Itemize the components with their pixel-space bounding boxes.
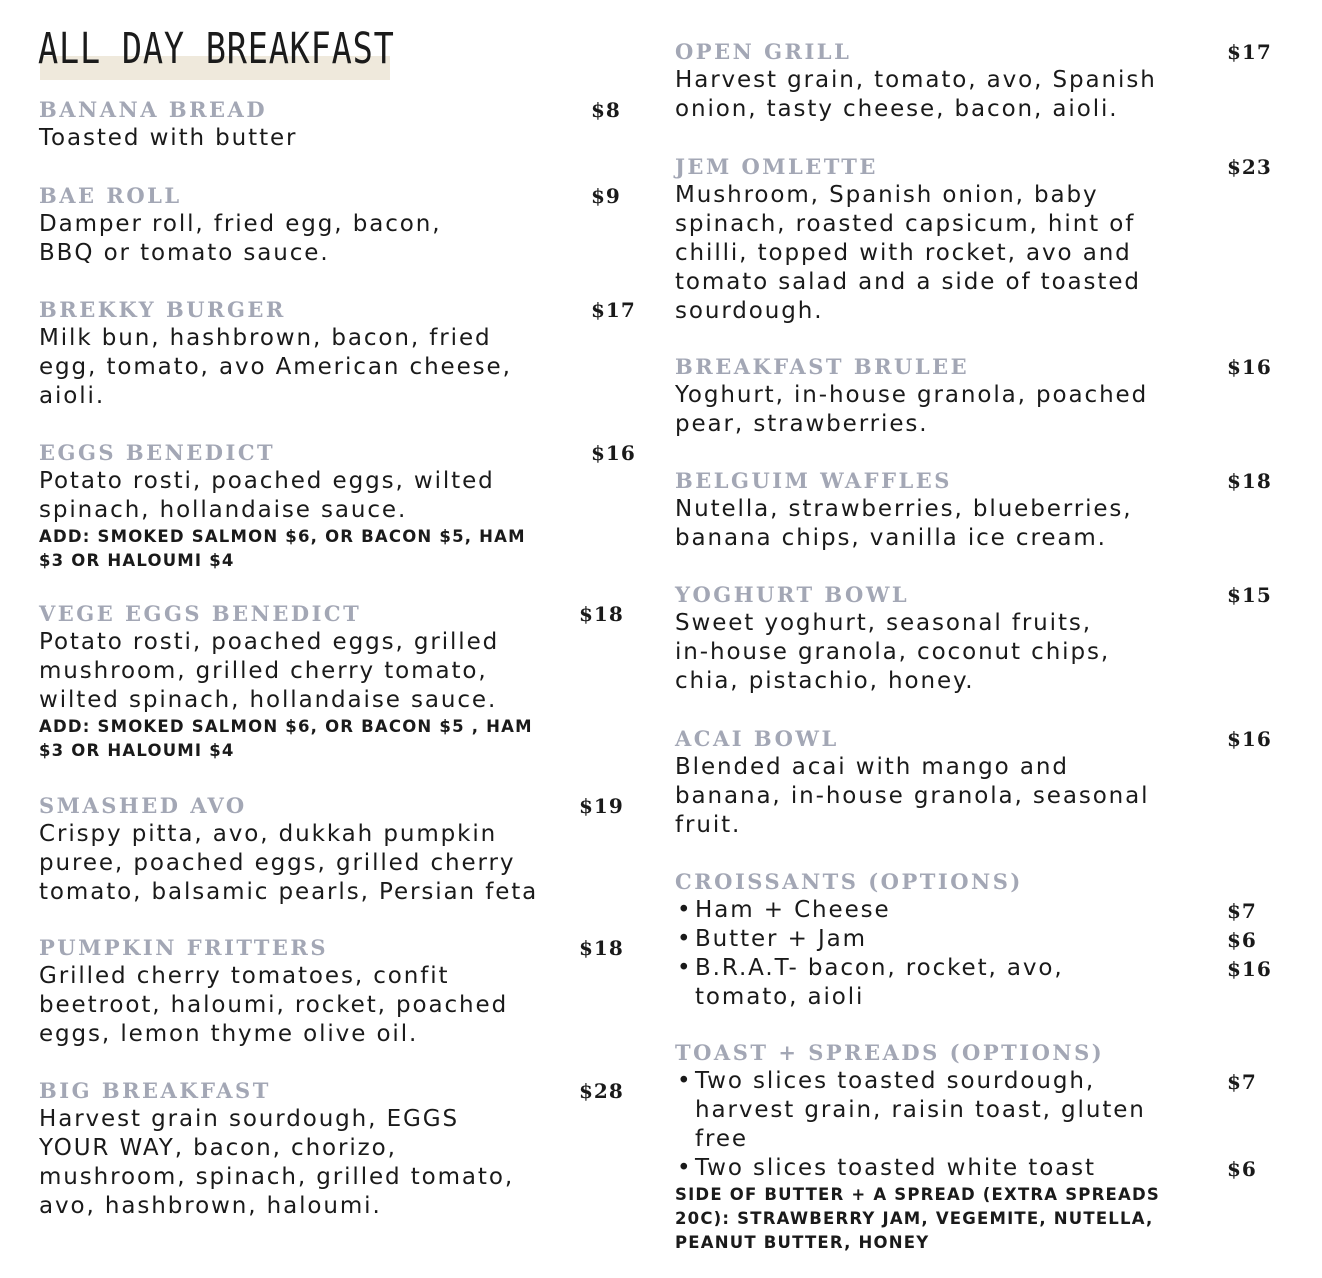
option-text: Butter + Jam: [695, 926, 867, 952]
option-price: $16: [1227, 957, 1272, 981]
option-price: $6: [1227, 1157, 1257, 1181]
option-text: Ham + Cheese: [695, 897, 891, 923]
item-name: VEGE EGGS BENEDICT: [39, 601, 362, 626]
item-description: Harvest grain sourdough, EGGS YOUR WAY, bacon, chorizo, mushroom, spinach, grilled tomato, avo, hashbrown, haloumi.: [39, 1106, 515, 1219]
item-name: SMASHED AVO: [39, 793, 247, 818]
item-price: $16: [591, 441, 636, 465]
item-addons: ADD: SMOKED SALMON $6, OR BACON $5, HAM $3 OR HALOUMI $4: [39, 527, 526, 570]
option-text: Two slices toasted white toast: [695, 1155, 1096, 1181]
item-price: $18: [579, 936, 624, 960]
item-name: BANANA BREAD: [39, 97, 268, 122]
section-name: CROISSANTS (OPTIONS): [675, 869, 1023, 894]
item-description: Harvest grain, tomato, avo, Spanish onion, tasty cheese, bacon, aioli.: [675, 67, 1157, 122]
item-name: BELGUIM WAFFLES: [675, 468, 952, 493]
item-description: Mushroom, Spanish onion, baby spinach, roasted capsicum, hint of chilli, topped with rocket, avo and tomato salad and a side of toasted sourdough.: [675, 182, 1141, 324]
menu-item-jem-omlette: [675, 152, 1275, 326]
bullet: •: [677, 1155, 691, 1181]
item-price: $19: [579, 794, 624, 818]
menu-item-open-grill: [675, 37, 1275, 124]
item-name: EGGS BENEDICT: [39, 440, 276, 465]
option-text: Two slices toasted sourdough, harvest grain, raisin toast, gluten free: [695, 1068, 1146, 1152]
item-description: Yoghurt, in-house granola, poached pear, strawberries.: [675, 382, 1149, 437]
bullet: •: [677, 926, 691, 952]
item-price: $18: [579, 602, 624, 626]
item-name: JEM OMLETTE: [675, 154, 878, 179]
spreads-note: SIDE OF BUTTER + A SPREAD (EXTRA SPREADS 20C): STRAWBERRY JAM, VEGEMITE, NUTELLA, PEANUT BUTTER, HONEY: [675, 1185, 1160, 1252]
item-price: $23: [1227, 155, 1272, 179]
menu-item-banana-bread: [39, 95, 639, 153]
menu-item-pumpkin-fritters: [39, 933, 639, 1049]
menu-section-toast-spreads: [675, 1038, 1275, 1255]
item-addons: ADD: SMOKED SALMON $6, OR BACON $5 , HAM $3 OR HALOUMI $4: [39, 717, 533, 760]
item-description: Damper roll, fried egg, bacon, BBQ or tomato sauce.: [39, 211, 442, 266]
option-butter-jam: [675, 925, 1275, 954]
item-price: $18: [1227, 469, 1272, 493]
section-name: TOAST + SPREADS (OPTIONS): [675, 1040, 1105, 1065]
menu-item-breakfast-brulee: [675, 352, 1275, 439]
menu-item-bae-roll: [39, 181, 639, 268]
item-price: $16: [1227, 727, 1272, 751]
option-two-slices-sourdough: [675, 1067, 1275, 1154]
item-description: Crispy pitta, avo, dukkah pumpkin puree, poached eggs, grilled cherry tomato, balsamic pearls, Persian feta: [39, 821, 539, 905]
option-text: B.R.A.T- bacon, rocket, avo, tomato, aioli: [695, 955, 1064, 1010]
menu-item-acai-bowl: [675, 724, 1275, 840]
item-name: YOGHURT BOWL: [675, 582, 910, 607]
menu-item-eggs-benedict: [39, 438, 639, 573]
menu-item-big-breakfast: [39, 1076, 639, 1221]
item-name: ACAI BOWL: [675, 726, 839, 751]
bullet: •: [677, 955, 691, 981]
bullet: •: [677, 1068, 691, 1094]
page-title: ALL DAY BREAKFAST: [38, 24, 395, 74]
option-ham-cheese: [675, 896, 1275, 925]
item-name: PUMPKIN FRITTERS: [39, 935, 329, 960]
item-price: $17: [1227, 40, 1272, 64]
item-description: Grilled cherry tomatoes, confit beetroot, haloumi, rocket, poached eggs, lemon thyme olive oil.: [39, 963, 509, 1047]
item-name: BAE ROLL: [39, 183, 182, 208]
item-name: BIG BREAKFAST: [39, 1078, 271, 1103]
item-description: Potato rosti, poached eggs, wilted spinach, hollandaise sauce.: [39, 468, 495, 523]
item-description: Sweet yoghurt, seasonal fruits, in-house granola, coconut chips, chia, pistachio, honey.: [675, 610, 1111, 694]
item-name: OPEN GRILL: [675, 39, 852, 64]
menu-item-belguim-waffles: [675, 466, 1275, 553]
item-description: Milk bun, hashbrown, bacon, fried egg, tomato, avo American cheese, aioli.: [39, 325, 512, 409]
option-brat: [675, 954, 1275, 1012]
bullet: •: [677, 897, 691, 923]
option-price: $6: [1227, 928, 1257, 952]
item-price: $28: [579, 1079, 624, 1103]
option-price: $7: [1227, 899, 1257, 923]
item-price: $17: [591, 298, 636, 322]
menu-item-vege-eggs-benedict: [39, 599, 639, 763]
item-name: BREKKY BURGER: [39, 297, 286, 322]
menu-item-yoghurt-bowl: [675, 580, 1275, 696]
item-price: $9: [591, 184, 621, 208]
item-name: BREAKFAST BRULEE: [675, 354, 970, 379]
item-description: Nutella, strawberries, blueberries, banana chips, vanilla ice cream.: [675, 496, 1133, 551]
item-description: Blended acai with mango and banana, in-house granola, seasonal fruit.: [675, 754, 1150, 838]
item-description: Toasted with butter: [39, 125, 298, 151]
menu-item-brekky-burger: [39, 295, 639, 411]
menu-section-croissants: [675, 867, 1275, 1012]
menu-item-smashed-avo: [39, 791, 639, 907]
item-price: $8: [591, 98, 621, 122]
item-price: $16: [1227, 355, 1272, 379]
option-price: $7: [1227, 1070, 1257, 1094]
item-price: $15: [1227, 583, 1272, 607]
option-two-slices-white: [675, 1154, 1275, 1183]
item-description: Potato rosti, poached eggs, grilled mushroom, grilled cherry tomato, wilted spinach, hollandaise sauce.: [39, 629, 500, 713]
